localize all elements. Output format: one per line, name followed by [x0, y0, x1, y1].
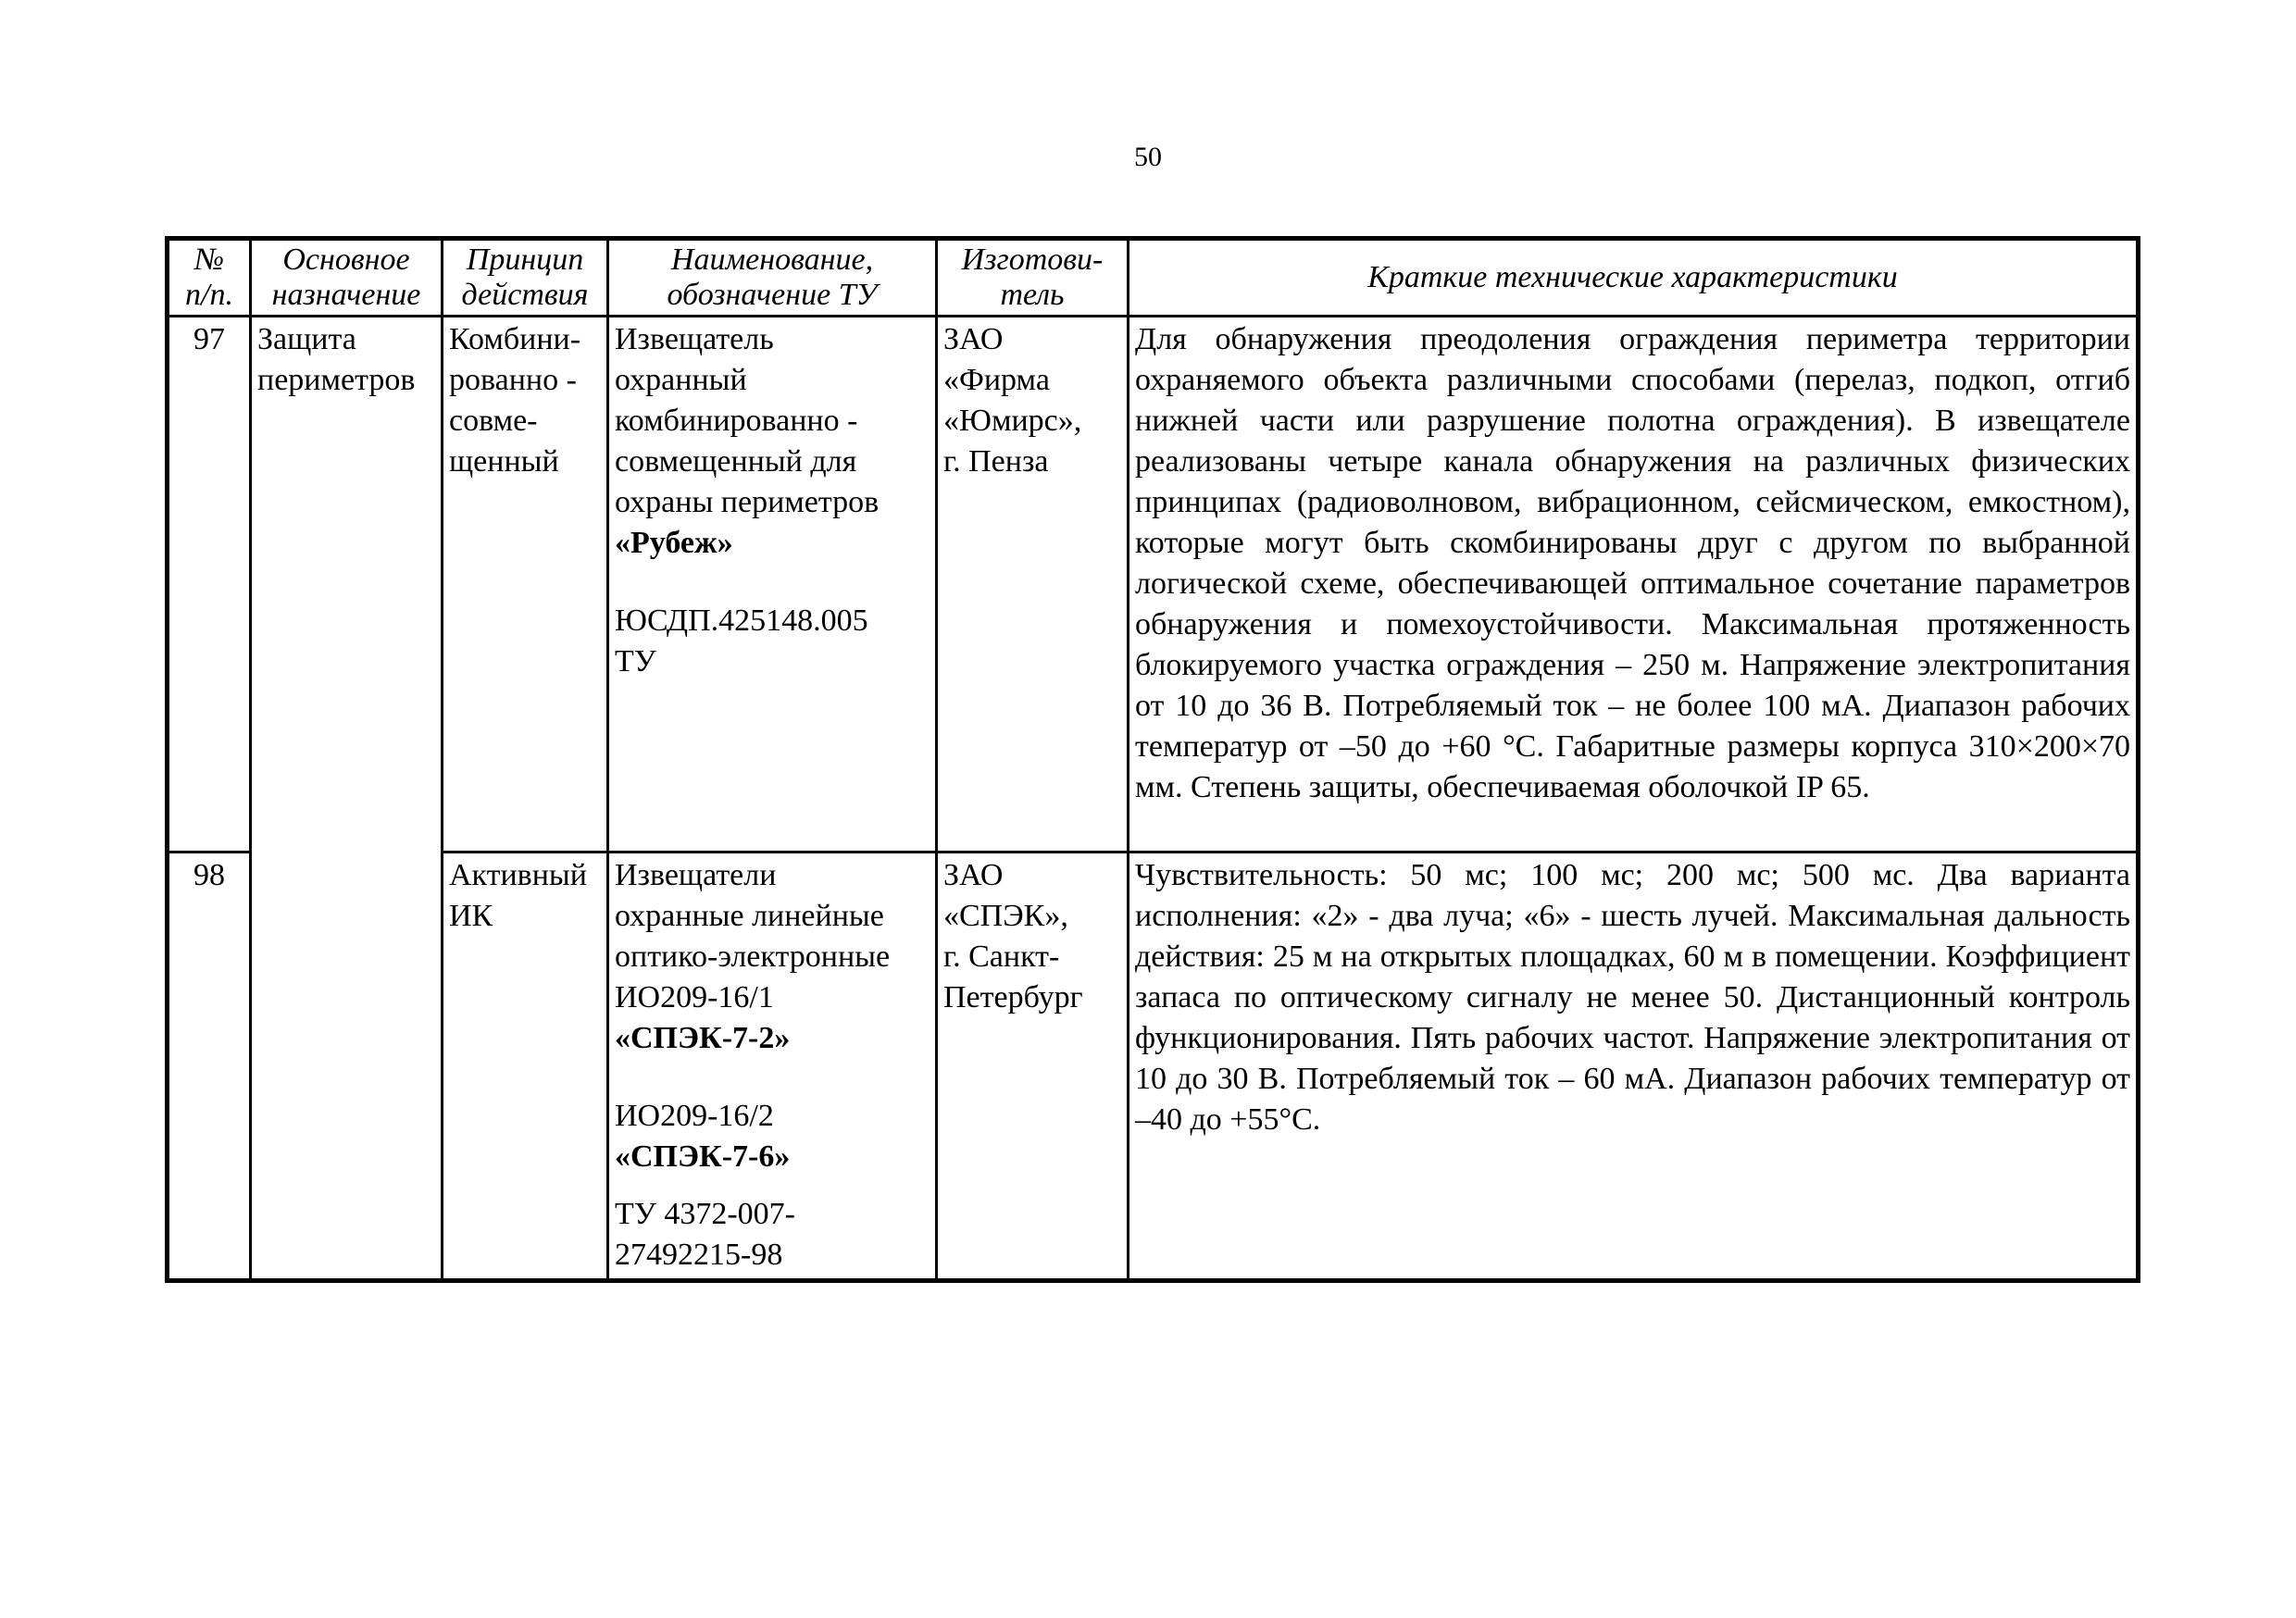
manufacturer-cell: ЗАО «СПЭК», г. Санкт- Петербург: [937, 853, 1129, 1281]
table-header-row: [168, 239, 2139, 317]
specs-cell: Для обнаружения преодоления ограждения периметра территории охраняемого объекта различными способами (перелаз, подкоп, отгиб нижней части или разрушение полотна ограждения). В извещателе реализованы четыре канала обнаружения на различных физических принципах (радиоволновом, вибрационном, сейсмическом, емкостном), которые могут быть скомбинированы друг с другом по выбранной логической схеме, обеспечивающей оптимальное сочетание параметров обнаружения и помехоустойчивости. Максимальная протяженность блокируемого участка ограждения – 250 м. Напряжение электропитания от 10 до 36 В. Потребляемый ток – не более 100 мА. Диапазон рабочих температур от –50 до +60 °С. Габаритные размеры корпуса 310×200×70 мм. Степень защиты, обеспечиваемая оболочкой IP 65.: [1129, 317, 2139, 853]
manufacturer-cell: ЗАО «Фирма «Юмирс», г. Пенза: [937, 317, 1129, 853]
table-row: [168, 853, 2139, 1281]
product-model: «СПЭК-7-2»: [615, 1021, 791, 1055]
tu-designation: ЮСДП.425148.005: [615, 604, 868, 638]
header-purpose: Основное назначение: [251, 239, 443, 317]
purpose-cell: Защита периметров: [251, 317, 443, 1281]
product-name-cell: Извещатель охранный комбинированно - совмещенный для охраны периметров «Рубеж» ЮСДП.425148.005 ТУ: [608, 317, 937, 853]
header-num: № п/п.: [168, 239, 251, 317]
row-number: 97: [168, 317, 251, 853]
page-number: 50: [1134, 142, 1162, 172]
specs-cell: Чувствительность: 50 мс; 100 мс; 200 мс; 500 мс. Два варианта исполнения: «2» - два луча; «6» - шесть лучей. Максимальная дальность действия: 25 м на открытых площадках, 60 м в помещении. Коэффициент запаса по оптическому сигналу не менее 50. Дистанционный контроль функционирования. Пять рабочих частот. Напряжение электропитания от 10 до 30 В. Потребляемый ток – 60 мА. Диапазон рабочих температур от –40 до +55°С.: [1129, 853, 2139, 1281]
header-specs: Краткие технические характеристики: [1129, 239, 2139, 317]
header-name: Наименование, обозначение ТУ: [608, 239, 937, 317]
principle-cell: Комбини- рованно - совме- щенный: [443, 317, 608, 853]
product-name-cell: Извещатели охранные линейные оптико-электронные ИО209-16/1 «СПЭК-7-2» ИО209-16/2 «СПЭК-7-6» ТУ 4372-007- 27492215-98: [608, 853, 937, 1281]
header-principle: Принцип действия: [443, 239, 608, 317]
header-maker: Изготови- тель: [937, 239, 1129, 317]
catalog-table: [165, 236, 2140, 1283]
product-model: «СПЭК-7-6»: [615, 1139, 791, 1174]
row-number: 98: [168, 853, 251, 1281]
principle-cell: Активный ИК: [443, 853, 608, 1281]
tu-designation: ТУ 4372-007-: [615, 1197, 795, 1231]
product-model: «Рубеж»: [615, 526, 733, 560]
table-row: [168, 317, 2139, 853]
